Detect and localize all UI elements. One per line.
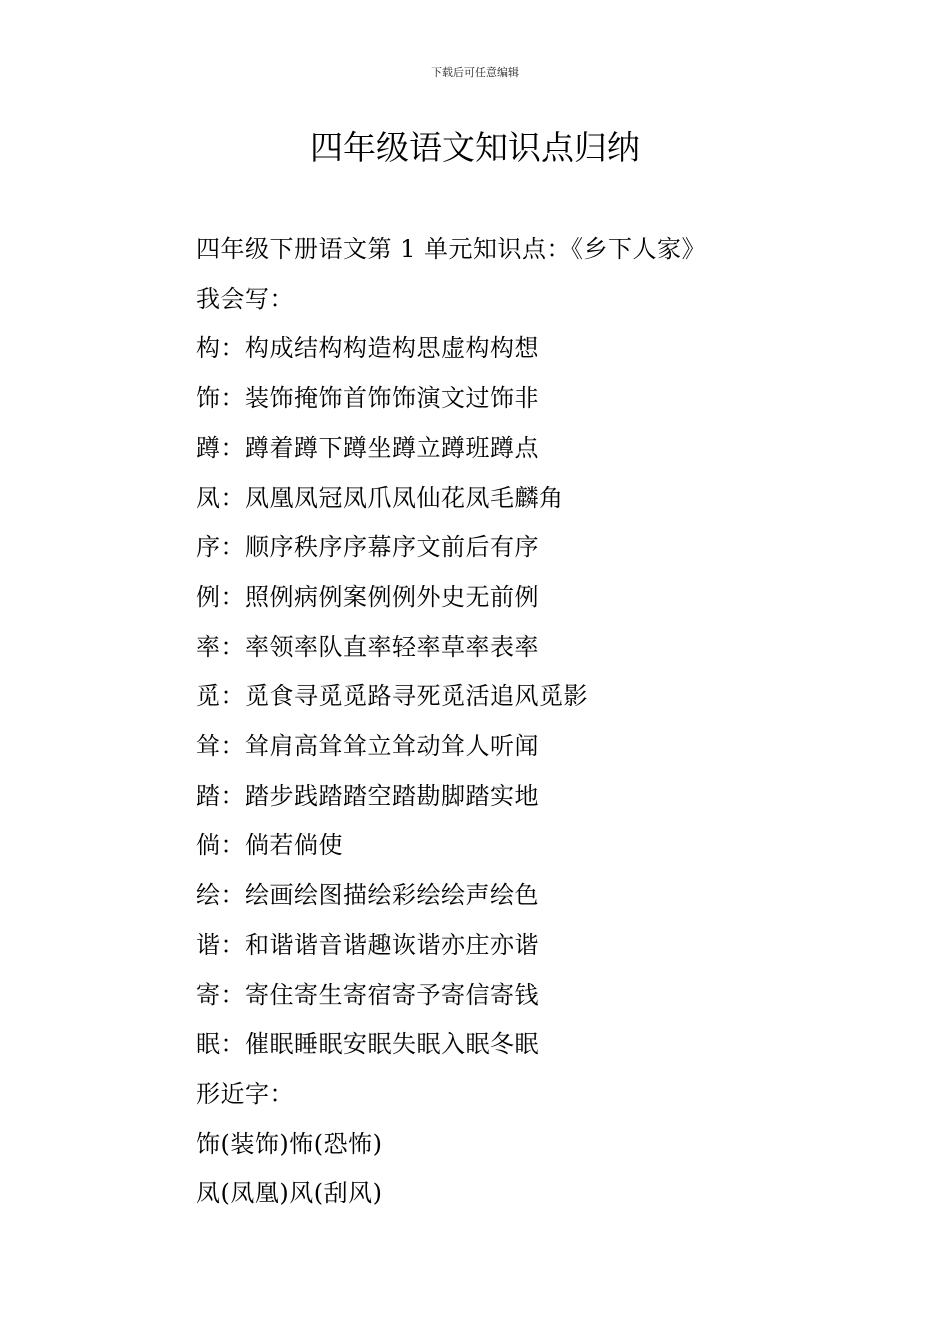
similar-char-pair-2: 凤(凤凰)风(刮风) xyxy=(196,1179,383,1208)
vocab-line-ta: 踏：踏步践踏踏空踏勘脚踏实地 xyxy=(196,781,539,810)
vocab-line-shuai: 率：率领率队直率轻率草率表率 xyxy=(196,632,539,661)
vocab-line-song: 耸：耸肩高耸耸立耸动耸人听闻 xyxy=(196,732,539,761)
vocab-line-mi: 觅：觅食寻觅觅路寻死觅活追风觅影 xyxy=(196,682,588,711)
section-heading-similar-chars: 形近字： xyxy=(196,1079,294,1108)
unit-heading: 四年级下册语文第 1 单元知识点：《乡下人家》 xyxy=(196,235,707,263)
vocab-line-xu: 序：顺序秩序序幕序文前后有序 xyxy=(196,533,539,562)
vocab-line-gou: 构：构成结构构造构思虚构构想 xyxy=(196,334,539,363)
vocab-line-xie: 谐：和谐谐音谐趣诙谐亦庄亦谐 xyxy=(196,930,539,959)
page-header-note: 下载后可任意编辑 xyxy=(431,66,519,79)
vocab-line-hui: 绘：绘画绘图描绘彩绘绘声绘色 xyxy=(196,881,539,910)
vocab-line-shi: 饰：装饰掩饰首饰饰演文过饰非 xyxy=(196,384,539,413)
document-body xyxy=(196,225,896,1219)
vocab-line-li: 例：照例病例案例例外史无前例 xyxy=(196,582,539,611)
document-title: 四年级语文知识点归纳 xyxy=(310,128,640,167)
section-heading-write: 我会写： xyxy=(196,284,294,313)
vocab-line-mian: 眠：催眠睡眠安眠失眠入眠冬眠 xyxy=(196,1030,539,1059)
vocab-line-tang: 倘：倘若倘使 xyxy=(196,831,343,860)
vocab-line-dun: 蹲：蹲着蹲下蹲坐蹲立蹲班蹲点 xyxy=(196,433,539,462)
vocab-line-feng: 凤：凤凰凤冠凤爪凤仙花凤毛麟角 xyxy=(196,483,564,512)
vocab-line-ji: 寄：寄住寄生寄宿寄予寄信寄钱 xyxy=(196,980,539,1009)
similar-char-pair-1: 饰(装饰)怖(恐怖) xyxy=(196,1129,383,1158)
